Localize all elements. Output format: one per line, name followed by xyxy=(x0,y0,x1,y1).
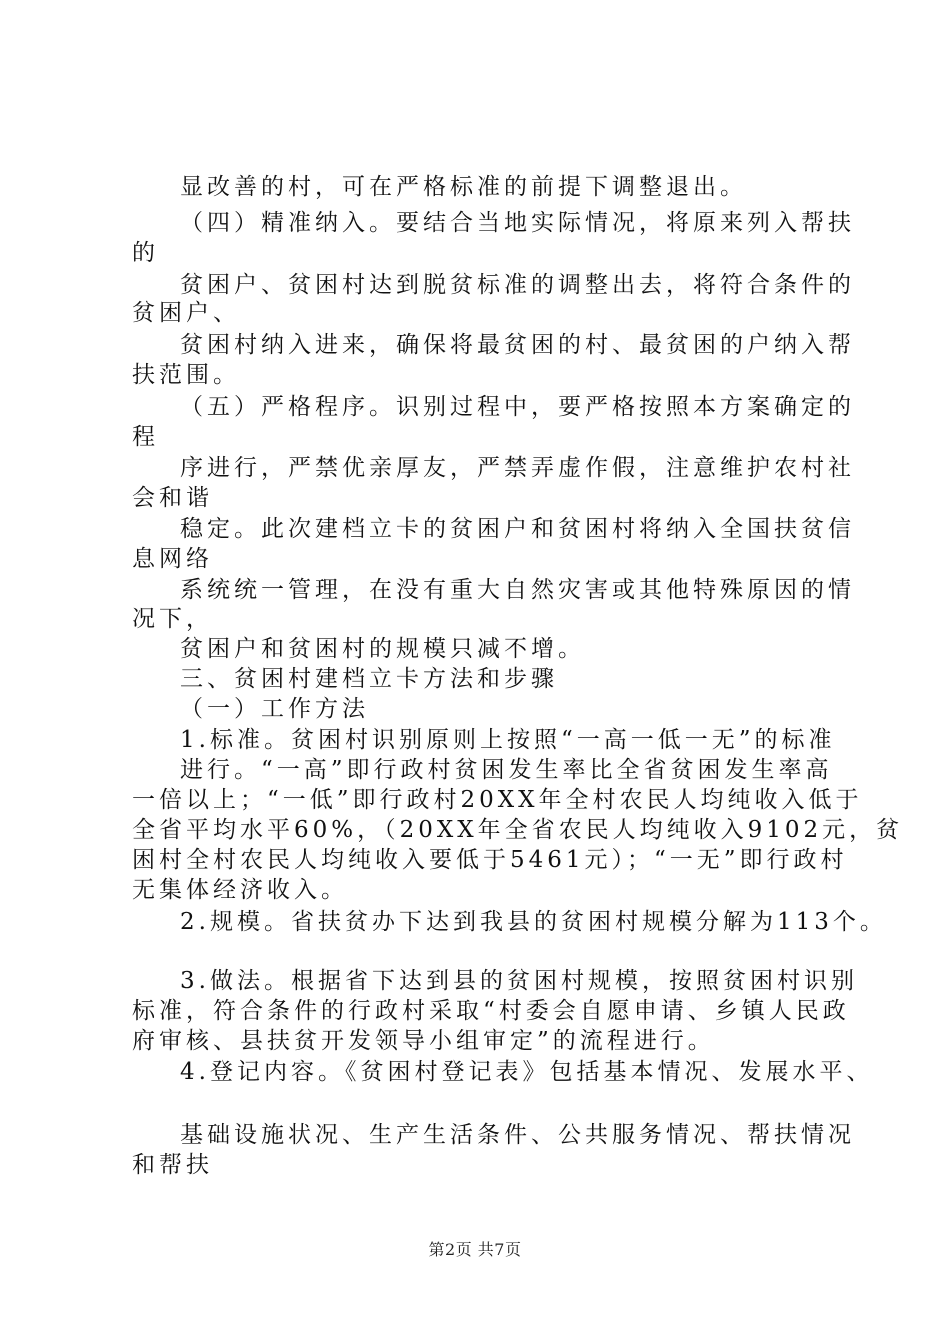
text-line: 贫困村纳入进来，确保将最贫困的村、最贫困的户纳入帮 xyxy=(180,332,855,358)
text-line: 2.规模。省扶贫办下达到我县的贫困村规模分解为113个。 xyxy=(180,909,887,935)
section-heading: 三、贫困村建档立卡方法和步骤 xyxy=(180,666,558,692)
text-line: 和帮扶 xyxy=(132,1152,213,1178)
text-line: 显改善的村，可在严格标准的前提下调整退出。 xyxy=(180,174,747,200)
text-line: 府审核、县扶贫开发领导小组审定”的流程进行。 xyxy=(132,1028,715,1054)
text-line: 全省平均水平60%，（20XX年全省农民人均纯收入9102元，贫 xyxy=(132,817,904,843)
text-line: 况下， xyxy=(132,606,213,632)
text-line: 会和谐 xyxy=(132,485,213,511)
text-line: 贫困户和贫困村的规模只减不增。 xyxy=(180,636,585,662)
text-line: 序进行，严禁优亲厚友，严禁弄虚作假，注意维护农村社 xyxy=(180,455,855,481)
text-line: 无集体经济收入。 xyxy=(132,877,348,903)
text-line: 1.标准。贫困村识别原则上按照“一高一低一无”的标准 xyxy=(180,727,836,753)
text-line: 系统统一管理，在没有重大自然灾害或其他特殊原因的情 xyxy=(180,577,855,603)
page-number: 第2页 共7页 xyxy=(428,1240,522,1259)
text-line: （五）严格程序。识别过程中，要严格按照本方案确定的 xyxy=(180,394,855,420)
text-line: 3.做法。根据省下达到县的贫困村规模，按照贫困村识别 xyxy=(180,968,858,994)
text-line: 息网络 xyxy=(132,546,213,572)
text-line: 基础设施状况、生产生活条件、公共服务情况、帮扶情况 xyxy=(180,1122,855,1148)
subsection-heading: （一）工作方法 xyxy=(180,696,369,722)
text-line: 进行。“一高”即行政村贫困发生率比全省贫困发生率高 xyxy=(180,757,833,783)
text-line: 4.登记内容。《贫困村登记表》包括基本情况、发展水平、 xyxy=(180,1059,874,1085)
text-line: 的 xyxy=(132,240,159,266)
text-line: （四）精准纳入。要结合当地实际情况，将原来列入帮扶 xyxy=(180,210,855,236)
text-line: 困村全村农民人均纯收入要低于5461元）；“一无”即行政村 xyxy=(132,847,848,873)
text-line: 稳定。此次建档立卡的贫困户和贫困村将纳入全国扶贫信 xyxy=(180,516,855,542)
text-line: 程 xyxy=(132,424,159,450)
text-line: 标准，符合条件的行政村采取“村委会自愿申请、乡镇人民政 xyxy=(132,998,850,1024)
text-line: 扶范围。 xyxy=(132,362,240,388)
text-line: 贫困户、贫困村达到脱贫标准的调整出去，将符合条件的 xyxy=(180,272,855,298)
text-line: 一倍以上；“一低”即行政村20XX年全村农民人均纯收入低于 xyxy=(132,787,863,813)
text-line: 贫困户、 xyxy=(132,300,240,326)
